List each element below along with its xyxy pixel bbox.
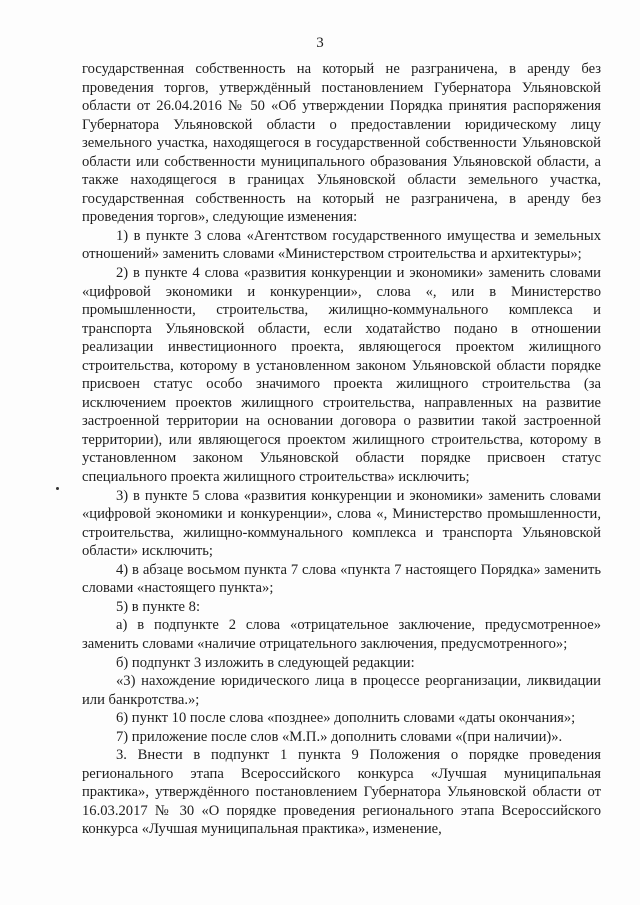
paragraph-item-5b: б) подпункт 3 изложить в следующей редакции: — [116, 654, 415, 671]
paragraph-item-7: 7) приложение после слов «М.П.» дополнить словами «(при наличии)». — [116, 728, 563, 745]
paragraph-item-3: 3) в пункте 5 слова «развития конкуренции и экономики» заменить словами «цифровой экономики и конкуренции», слова «, Министерство промышленности, строительства, жилищно-коммунального комплекса и транспорта Ульяновской области» исключить; — [82, 487, 601, 560]
paragraph-item-6: 6) пункт 10 после слова «позднее» дополнить словами «даты окончания»; — [116, 710, 576, 727]
scan-speck — [56, 487, 59, 490]
paragraph-item-4: 4) в абзаце восьмом пункта 7 слова «пункта 7 настоящего Порядка» заменить словами «настоящего пункта»; — [82, 561, 601, 597]
document-body — [82, 60, 601, 839]
paragraph-item-5a: а) в подпункте 2 слова «отрицательное заключение, предусмотренное» заменить словами «наличие отрицательного заключения, предусмотренного»; — [82, 617, 601, 652]
paragraph-section-3: 3. Внести в подпункт 1 пункта 9 Положения о порядке проведения регионального этапа Всероссийского конкурса «Лучшая муниципальная практика», утверждённого постановлением Губернатора Ульяновской области от 16.03.2017 № 30 «О порядке проведения регионального этапа Всероссийского конкурса «Лучшая муниципальная практика», изменение, — [82, 747, 601, 838]
paragraph-item-1: 1) в пункте 3 слова «Агентством государственного имущества и земельных отношений» заменить словами «Министерством строительства и архитектуры»; — [82, 227, 601, 263]
paragraph-item-2: 2) в пункте 4 слова «развития конкуренции и экономики» заменить словами «цифровой экономики и конкуренции», слова «, или в Министерство промышленности, строительства, жилищно-коммунального комплекса и транспорта Ульяновской области, если ходатайство подано в отношении реализации инвестиционного проекта, являющегося проектом жилищного строительства, которому в установленном законом Ульяновской области порядке присвоен статус особо значимого проекта жилищного строительства (за исключением проектов жилищного строительства, направленных на развитие застроенной территории на основании договора о развитии такой застроенной территории), или являющегося проектом жилищного строительства, которому в установленном законом Ульяновской области порядке присвоен статус специального проекта жилищного строительства» исключить; — [82, 265, 601, 486]
paragraph-item-5: 5) в пункте 8: — [116, 598, 201, 615]
paragraph-item-5b-text: «3) нахождение юридического лица в процессе реорганизации, ликвидации или банкротства.»; — [82, 673, 601, 708]
page-number: 3 — [316, 35, 324, 51]
paragraph-continuation: государственная собственность на который не разграничена, в аренду без проведения торгов, утверждённый постановлением Губернатора Ульяновской области от 26.04.2016 № 50 «Об утверждении Порядка принятия распоряжения Губернатора Ульяновской области о предоставлении юридическому лицу земельного участка, находящегося в государственной собственности Ульяновской области или собственности муниципального образования Ульяновской области, а также находящегося в границах Ульяновской области земельного участка, государственная собственность на который не разграничена, в аренду без проведения торгов», следующие изменения: — [82, 61, 601, 226]
